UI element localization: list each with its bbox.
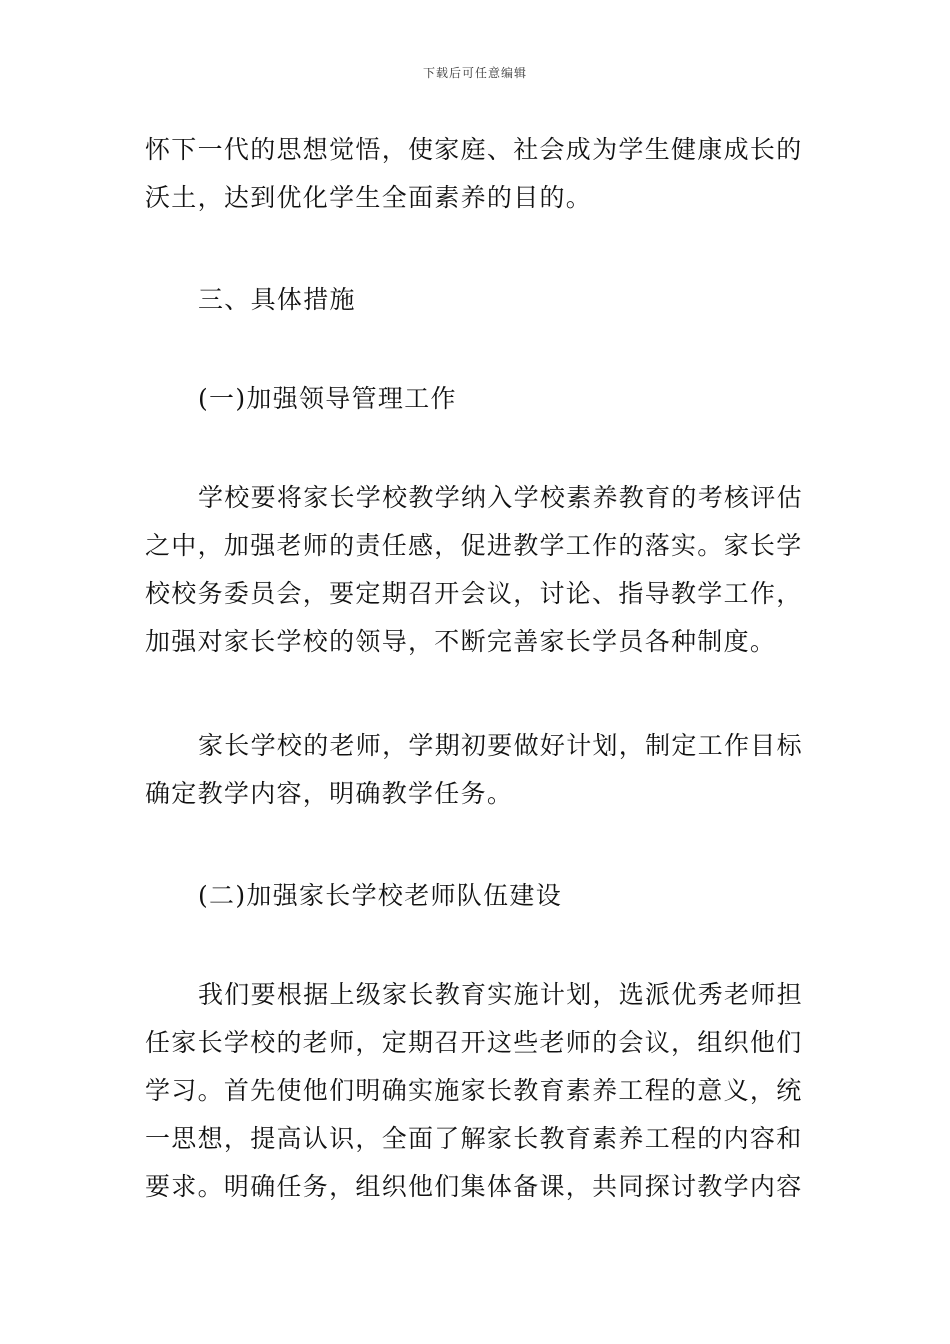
paragraph-teacher-team — [145, 971, 807, 1211]
text-line: 之中，加强老师的责任感，促进教学工作的落实。家长学 — [145, 531, 803, 560]
heading-text: 三、具体措施 — [198, 285, 356, 314]
heading-text: (二)加强家长学校老师队伍建设 — [198, 881, 563, 910]
text-line: 一思想，提高认识，全面了解家长教育素养工程的内容和 — [145, 1124, 803, 1153]
text-line: 学校要将家长学校教学纳入学校素养教育的考核评估 — [198, 483, 803, 512]
text-line: 任家长学校的老师，定期召开这些老师的会议，组织他们 — [145, 1028, 803, 1057]
page-header: 下载后可任意编辑 — [422, 66, 527, 80]
paragraph-leadership — [145, 474, 807, 666]
paragraph-teachers-plan — [145, 722, 807, 818]
text-line: 要求。明确任务，组织他们集体备课，共同探讨教学内容 — [145, 1172, 803, 1201]
subsection-heading-2 — [145, 872, 807, 920]
text-line: 加强对家长学校的领导，不断完善家长学员各种制度。 — [145, 627, 777, 656]
heading-text: (一)加强领导管理工作 — [198, 384, 457, 413]
text-line: 学习。首先使他们明确实施家长教育素养工程的意义，统 — [145, 1076, 803, 1105]
text-line: 怀下一代的思想觉悟，使家庭、社会成为学生健康成长的 — [145, 135, 803, 164]
text-line: 家长学校的老师，学期初要做好计划，制定工作目标 — [198, 731, 803, 760]
text-line: 校校务委员会，要定期召开会议，讨论、指导教学工作， — [145, 579, 803, 608]
text-line: 确定教学内容，明确教学任务。 — [145, 779, 514, 808]
subsection-heading-1 — [145, 375, 807, 423]
text-line: 我们要根据上级家长教育实施计划，选派优秀老师担 — [198, 980, 803, 1009]
section-heading — [145, 276, 807, 324]
paragraph-continuation — [145, 126, 807, 222]
text-line: 沃土，达到优化学生全面素养的目的。 — [145, 183, 593, 212]
